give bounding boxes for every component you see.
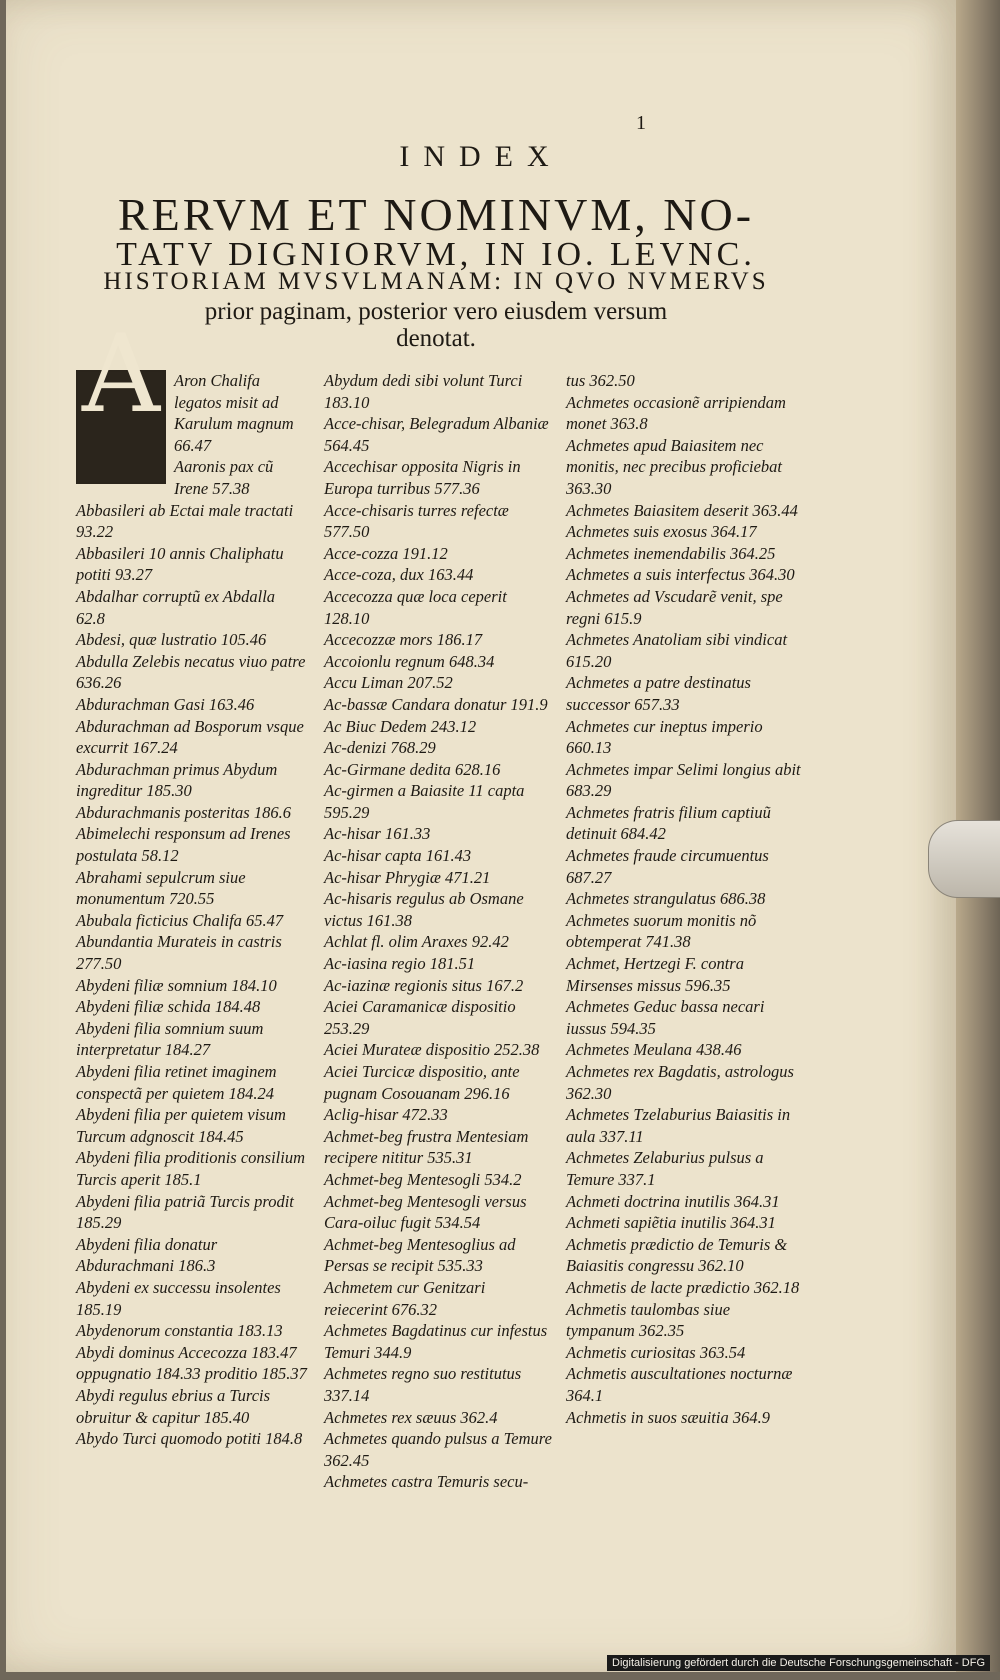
index-entry: Acce-chisar, Belegradum Albaniæ 564.45	[324, 414, 549, 455]
index-entry: Accoionlu regnum 648.34	[324, 651, 495, 671]
index-entry: Achmet-beg Mentesogli versus Cara-oiluc fugit 534.54	[324, 1191, 527, 1233]
index-entry: tus 362.50	[566, 371, 635, 390]
index-entry: Achmetis in suos sæuitia 364.9	[566, 1407, 770, 1427]
index-entry: Acce-cozza 191.12	[324, 543, 448, 563]
index-entry: Abydeni filia somnium suum interpretatur 184.27	[76, 1018, 264, 1060]
index-entry: Abydi dominus Accecozza 183.47 oppugnatio 184.33 proditio 185.37	[76, 1342, 307, 1384]
book-page	[6, 0, 956, 1672]
folio-number: 1	[636, 112, 646, 134]
index-entry: Achmetes Geduc bassa necari iussus 594.35	[566, 997, 765, 1038]
index-entry: Ac-hisar capta 161.43	[324, 846, 472, 866]
index-entry: Achmetis de lacte prædictio 362.18	[566, 1277, 800, 1297]
index-entry: Abbasileri 10 annis Chaliphatu potiti 93.27	[76, 543, 284, 585]
index-entry: Achmet-beg frustra Mentesiam recipere nititur 535.31	[324, 1126, 529, 1168]
index-entry: Achmeti sapiẽtia inutilis 364.31	[566, 1213, 776, 1233]
index-entry: Abydo Turci quomodo potiti 184.8	[76, 1429, 303, 1449]
decorated-initial	[76, 312, 166, 484]
index-entry: Abimelechi responsum ad Irenes postulata 58.12	[76, 824, 291, 866]
index-entry: Accecozza quæ loca ceperit 128.10	[324, 586, 507, 628]
index-entry: Abdurachman ad Bosporum vsque excurrit 167.24	[76, 716, 304, 758]
index-entry: Achmet-beg Mentesoglius ad Persas se recipit 535.33	[324, 1234, 516, 1276]
index-entry: Achmetes rex sæuus 362.4	[324, 1407, 498, 1427]
index-entry: Achmetes castra Temuris secu-	[324, 1472, 529, 1492]
index-entry: Achmetes cur ineptus imperio 660.13	[566, 716, 763, 758]
index-entry: Achmetes Anatoliam sibi vindicat 615.20	[566, 630, 788, 671]
index-entry: Achmetis prædictio de Temuris & Baiasitis congressu 362.10	[566, 1234, 788, 1276]
index-entry: Ac-denizi 768.29	[324, 738, 436, 758]
index-entry: Achmetes fratris filium captiuũ detinuit 684.42	[566, 802, 771, 844]
index-entry: Abdulla Zelebis necatus viuo patre 636.26	[76, 651, 306, 693]
index-entry: Achmetes a patre destinatus successor 657.33	[566, 673, 751, 714]
index-entry: Achmetes suis exosus 364.17	[566, 522, 757, 542]
index-entry: Abydeni ex successu insolentes 185.19	[76, 1277, 281, 1319]
index-entry: Accecozzæ mors 186.17	[324, 630, 483, 650]
index-entry: Ac-bassæ Candara donatur 191.9	[324, 694, 548, 714]
index-entry: Achmetem cur Genitzari reiecerint 676.32	[324, 1277, 486, 1319]
index-entry: Abydi regulus ebrius a Turcis obruitur & capitur 185.40	[76, 1385, 271, 1427]
index-entry: Ac-hisar Phrygiæ 471.21	[324, 867, 491, 887]
index-entry: Accechisar opposita Nigris in Europa turribus 577.36	[324, 457, 521, 498]
index-entry: Aciei Turcicæ dispositio, ante pugnam Cosouanam 296.16	[324, 1062, 520, 1103]
title-line-2: TATV DIGNIORVM, IN IO. LEVNC.	[116, 236, 756, 273]
index-entry: Abydeni filia retinet imaginem conspectã per quietem 184.24	[76, 1062, 277, 1103]
index-entry: Accu Liman 207.52	[324, 673, 453, 693]
index-entry: Achmetes impar Selimi longius abit 683.29	[566, 759, 801, 801]
index-entry: Achmetis taulombas siue tympanum 362.35	[566, 1299, 731, 1341]
index-entry: Achmetes quando pulsus a Temure 362.45	[324, 1429, 552, 1470]
index-entry: Abydenorum constantia 183.13	[76, 1321, 283, 1341]
index-entry: Achmetes strangulatus 686.38	[566, 889, 766, 909]
index-entry: Aciei Murateæ dispositio 252.38	[324, 1040, 540, 1060]
index-entry: Abrahami sepulcrum siue monumentum 720.55	[76, 867, 246, 909]
title-line-1: RERVM ET NOMINVM, NO-	[117, 189, 755, 240]
index-entry: Achmet-beg Mentesogli 534.2	[324, 1169, 522, 1189]
index-entry: Achmetes a suis interfectus 364.30	[566, 565, 795, 585]
index-entry: Abbasileri ab Ectai male tractati 93.22	[76, 500, 294, 542]
initial-letter: A	[82, 312, 160, 437]
index-entry: Achmetes Bagdatinus cur infestus Temuri 344.9	[324, 1321, 548, 1362]
index-entry: Ac-girmen a Baiasite 11 capta 595.29	[324, 781, 525, 822]
index-entry: Ac-hisaris regulus ab Osmane victus 161.38	[324, 889, 524, 930]
index-entry: Abdurachman Gasi 163.46	[76, 694, 255, 714]
index-entry: Aron Chalifa legatos misit ad Karulum magnum 66.47	[174, 371, 294, 455]
index-entry: Achmet, Hertzegi F. contra Mirsenses missus 596.35	[566, 954, 744, 995]
index-entry: Acce-coza, dux 163.44	[324, 565, 474, 585]
title-line-4: prior paginam, posterior vero eiusdem versum	[204, 298, 668, 325]
index-entry: Achmetis auscultationes nocturnæ 364.1	[566, 1364, 793, 1405]
page-clip	[928, 820, 1000, 898]
index-entry: Achmetes inemendabilis 364.25	[566, 543, 776, 563]
index-entry: Abundantia Murateis in castris 277.50	[76, 932, 282, 974]
index-entry: Achlat fl. olim Araxes 92.42	[324, 932, 509, 952]
index-entry: Achmetes Tzelaburius Baiasitis in aula 337.11	[566, 1105, 791, 1146]
index-entry: Achmeti doctrina inutilis 364.31	[566, 1191, 780, 1211]
index-entry: Acce-chisaris turres refectæ 577.50	[324, 500, 509, 542]
index-entry: Abydum dedi sibi volunt Turci 183.10	[324, 371, 523, 412]
index-column-3	[566, 370, 802, 1428]
index-entry: Abydeni filiæ schida 184.48	[76, 997, 261, 1017]
title-line-3: HISTORIAM MVSVLMANAM: IN QVO NVMERVS	[103, 268, 769, 295]
index-entry: Aciei Caramanicæ dispositio 253.29	[324, 997, 516, 1038]
index-entry: Aclig-hisar 472.33	[324, 1105, 448, 1125]
index-column-1	[76, 312, 308, 1450]
index-entry: Abydeni filiæ somnium 184.10	[76, 975, 277, 995]
index-entry: Abdurachmanis posteritas 186.6	[76, 802, 291, 822]
dfg-footer: Digitalisierung gefördert durch die Deutsche Forschungsgemeinschaft - DFG	[607, 1655, 990, 1671]
index-entry: Achmetes occasionẽ arripiendam monet 363.8	[566, 392, 786, 434]
index-entry: Achmetes rex Bagdatis, astrologus 362.30	[566, 1062, 794, 1103]
index-entry: Abubala ficticius Chalifa 65.47	[76, 910, 284, 930]
index-entry: Achmetes Meulana 438.46	[566, 1040, 742, 1060]
index-entry: Abydeni filia patriã Turcis prodit 185.29	[76, 1191, 294, 1233]
title-line-5: denotat.	[396, 325, 476, 352]
index-entry: Achmetes Baiasitem deserit 363.44	[566, 500, 798, 520]
index-entry: Achmetes ad Vscudarẽ venit, spe regni 615.9	[566, 586, 783, 628]
index-entry: Ac-iasina regio 181.51	[324, 954, 476, 974]
index-heading: INDEX	[399, 140, 563, 173]
index-entry: Achmetes fraude circumuentus 687.27	[566, 846, 769, 887]
index-entry: Achmetes Zelaburius pulsus a Temure 337.1	[566, 1148, 764, 1189]
index-entry: Ac-hisar 161.33	[324, 824, 431, 844]
index-entry: Achmetes suorum monitis nõ obtemperat 741.38	[566, 910, 757, 952]
index-entry: Abydeni filia per quietem visum Turcum adgnoscit 184.45	[76, 1105, 286, 1146]
index-entry: Abdesi, quæ lustratio 105.46	[76, 630, 267, 650]
index-entry: Abdurachman primus Abydum ingreditur 185.30	[76, 759, 278, 801]
index-entry: Ac Biuc Dedem 243.12	[324, 716, 477, 736]
index-entry: Abydeni filia proditionis consilium Turcis aperit 185.1	[76, 1148, 306, 1189]
index-entry: Achmetis curiositas 363.54	[566, 1342, 746, 1362]
index-entry: Ac-Girmane dedita 628.16	[324, 759, 501, 779]
index-column-2	[324, 370, 552, 1493]
index-entry: Ac-iazinæ regionis situs 167.2	[324, 975, 524, 995]
index-entry: Abdalhar corruptũ ex Abdalla 62.8	[76, 586, 276, 628]
index-entry: Achmetes regno suo restitutus 337.14	[324, 1364, 522, 1405]
index-entry: Abydeni filia donatur Abdurachmani 186.3	[76, 1234, 218, 1276]
index-entry: Aaronis pax cũ Irene 57.38	[174, 457, 274, 498]
index-entry: Achmetes apud Baiasitem nec monitis, nec precibus proficiebat 363.30	[566, 435, 782, 498]
